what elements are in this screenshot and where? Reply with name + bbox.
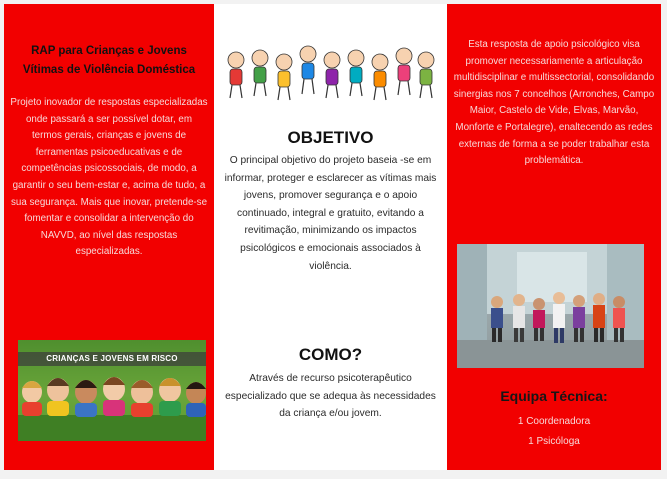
team-member-coordinator: 1 Coordenadora [517,416,591,427]
cartoon-children-illustration [222,40,438,104]
photo-banner: CRIANÇAS E JOVENS EM RISCO [18,352,206,366]
right-description: Esta resposta de apoio psicológico visa promover necessariamente a articulação multidisciplinar e multissectorial, consolidando sinergias nos 7 concelhos (Arronches, Campo Maior, Castelo de Vide, Elvas, Marvão, Monforte e Portalegre), enaltecendo as redes externas de forma a se poder trabalhar esta problemática. [453,39,655,167]
team-heading: Equipa Técnica: [500,388,608,404]
school-children-photo [457,244,644,368]
como-heading: COMO? [298,345,363,364]
children-lying-on-grass-image [18,340,206,441]
left-description: Projeto inovador de respostas especializadas onde passará a ser possível dotar, em termos gerais, crianças e jovens de ferramentas psicoeducativas e de competências psicossociais, de modo, a garantir o seu bem-estar e, acima de tudo, a sua segurança. Mais que inovar, pretende-se fomentar e consolidar a intervenção do NAVVD, ao nível das respostas especializadas. [10,97,208,258]
objetivo-heading: OBJETIVO [287,128,374,147]
left-title-line1: RAP para Crianças e Jovens [31,45,187,57]
left-title [12,42,206,80]
center-panel [214,4,447,470]
children-photo [18,340,206,441]
brochure [4,4,661,470]
team-member-psychologist: 1 Psicóloga [528,436,580,447]
objetivo-text: O principal objetivo do projeto baseia -se em informar, proteger e esclarecer as vítimas mais jovens, promover segurança e o apoio continuado, integral e gratuito, evitando a revitimação, minimizando os impactos psicológicos e emocionais associados à violência. [224,155,437,272]
left-panel [4,4,214,470]
left-title-line2: Vítimas de Violência Doméstica [22,64,196,76]
children-running-in-school-image [457,244,644,368]
right-panel [447,4,661,470]
como-text: Através de recurso psicoterapêutico especializado que se adequa às necessidades da criança e/ou jovem. [225,373,436,420]
